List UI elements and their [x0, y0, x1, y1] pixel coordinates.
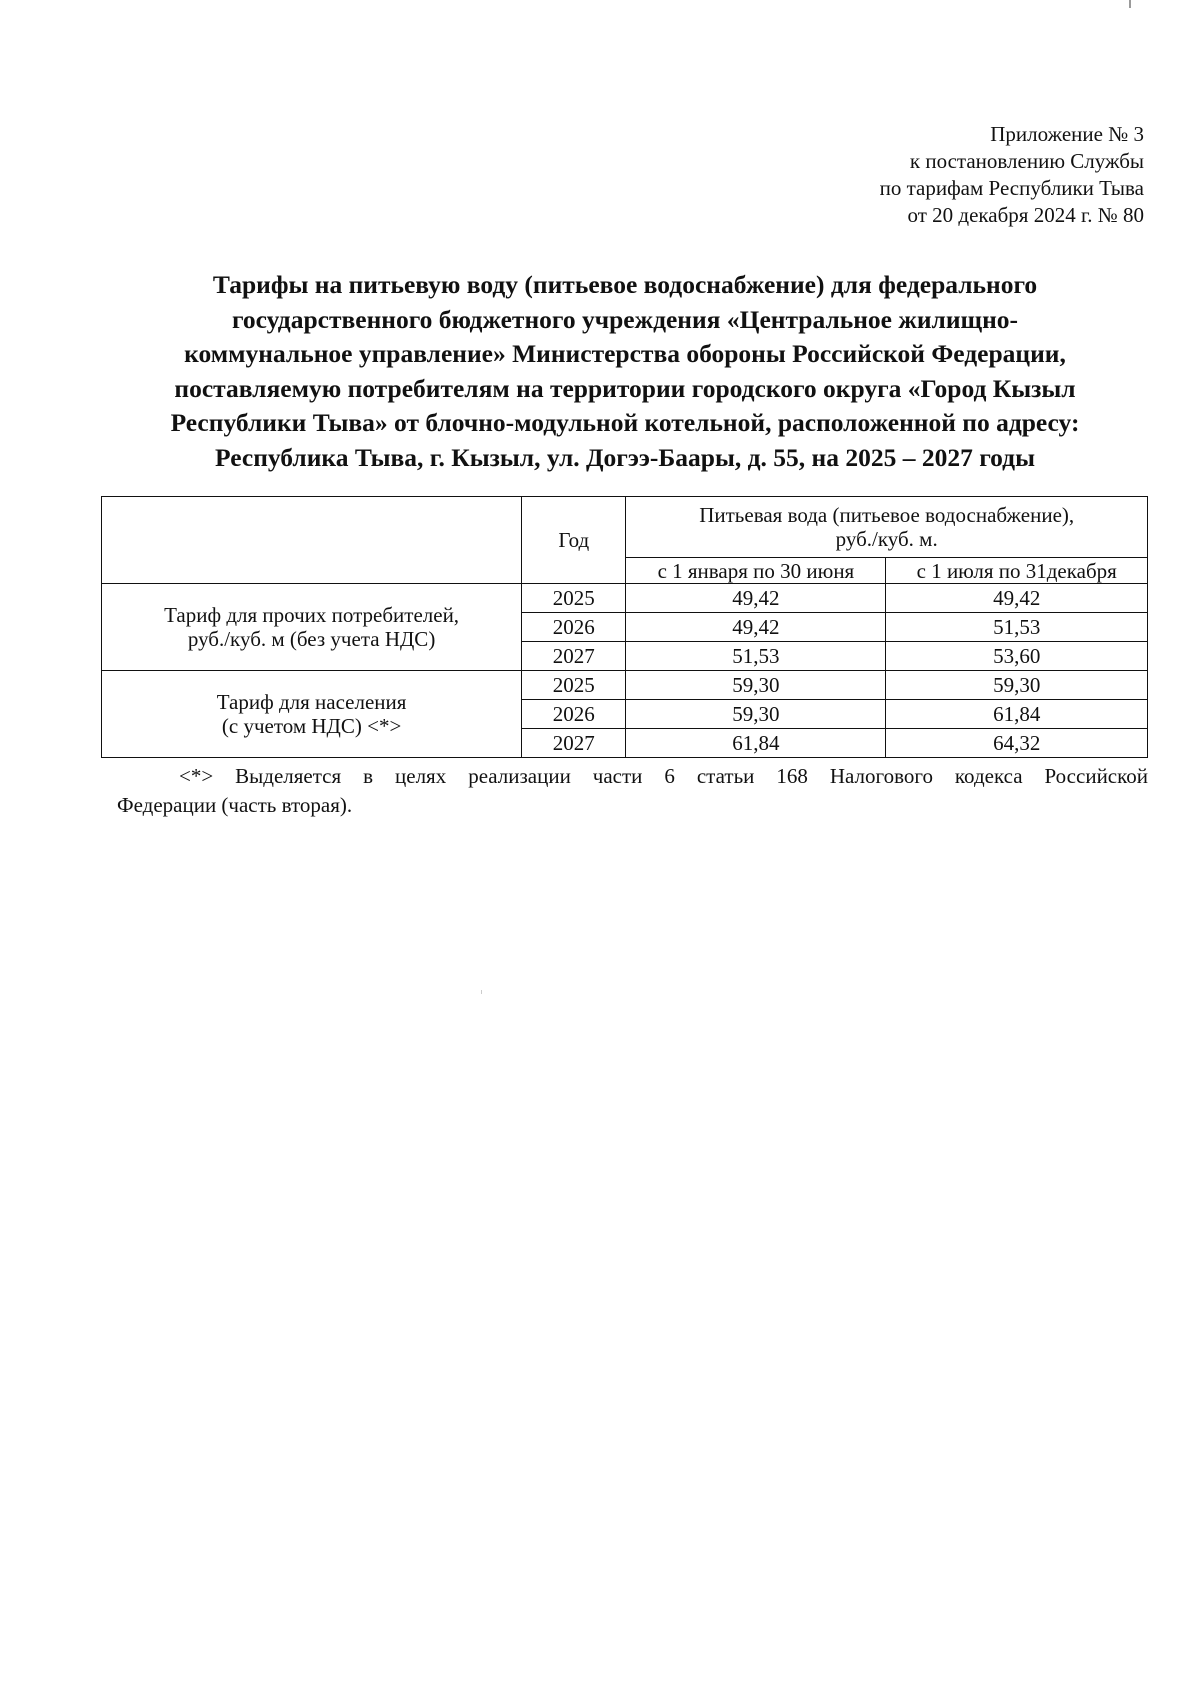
- document-title: [105, 268, 1145, 475]
- title-line: поставляемую потребителям на территории городского округа «Город Кызыл: [174, 373, 1076, 403]
- value-cell: 59,30: [886, 671, 1148, 700]
- title-line: коммунальное управление» Министерства обороны Российской Федерации,: [184, 339, 1066, 368]
- value-cell: 64,32: [886, 729, 1148, 758]
- tariff-group-label-line: Тариф для прочих потребителей,: [164, 603, 460, 627]
- tariff-group-label: [102, 584, 522, 671]
- table-row: [102, 671, 1148, 700]
- year-cell: 2025: [522, 584, 626, 613]
- tariff-group-label-line: (с учетом НДС) <*>: [221, 714, 402, 738]
- value-cell: 59,30: [626, 671, 886, 700]
- title-line: Республики Тыва» от блочно-модульной котельной, расположенной по адресу:: [170, 408, 1080, 437]
- year-cell: 2025: [522, 671, 626, 700]
- value-cell: 61,84: [626, 729, 886, 758]
- year-cell: 2027: [522, 642, 626, 671]
- title-line: Тарифы на питьевую воду (питьевое водоснабжение) для федерального: [212, 270, 1038, 299]
- value-cell: 59,30: [626, 700, 886, 729]
- tariff-group-label: [102, 671, 522, 758]
- scan-mark: [1129, 0, 1131, 8]
- footnote-line: Федерации (часть вторая).: [117, 793, 353, 817]
- water-group-header-unit: руб./куб. м.: [835, 527, 938, 551]
- value-cell: 51,53: [886, 613, 1148, 642]
- year-cell: 2026: [522, 613, 626, 642]
- tariff-group-label-line: руб./куб. м (без учета НДС): [187, 627, 436, 651]
- scan-speck: [481, 990, 482, 994]
- tariff-group-label-line: Тариф для населения: [216, 690, 407, 714]
- footnote-line: <*> Выделяется в целях реализации части 6 статьи 168 Налогового кодекса Российской: [179, 764, 1148, 788]
- year-header: Год: [522, 497, 626, 584]
- water-group-header: [626, 497, 1148, 558]
- empty-header-cell: [102, 497, 522, 584]
- value-cell: 49,42: [626, 584, 886, 613]
- period-header-first-half: с 1 января по 30 июня: [626, 558, 886, 584]
- title-line: Республика Тыва, г. Кызыл, ул. Догээ-Баары, д. 55, на 2025 – 2027 годы: [215, 442, 1035, 472]
- tariff-table: [101, 496, 1148, 758]
- period-header-second-half: с 1 июля по 31декабря: [886, 558, 1148, 584]
- water-group-header-line: Питьевая вода (питьевое водоснабжение),: [699, 503, 1075, 527]
- appendix-header: [880, 121, 1144, 229]
- value-cell: 61,84: [886, 700, 1148, 729]
- appendix-line: Приложение № 3: [990, 122, 1144, 146]
- appendix-line: от 20 декабря 2024 г. № 80: [907, 203, 1144, 227]
- value-cell: 49,42: [886, 584, 1148, 613]
- table-header-row: [102, 497, 1148, 558]
- value-cell: 51,53: [626, 642, 886, 671]
- year-cell: 2027: [522, 729, 626, 758]
- table-row: [102, 584, 1148, 613]
- appendix-line: по тарифам Республики Тыва: [879, 176, 1144, 200]
- footnote: [117, 762, 1148, 820]
- title-line: государственного бюджетного учреждения «Центральное жилищно-: [231, 304, 1019, 334]
- appendix-line: к постановлению Службы: [909, 149, 1144, 173]
- year-cell: 2026: [522, 700, 626, 729]
- value-cell: 53,60: [886, 642, 1148, 671]
- value-cell: 49,42: [626, 613, 886, 642]
